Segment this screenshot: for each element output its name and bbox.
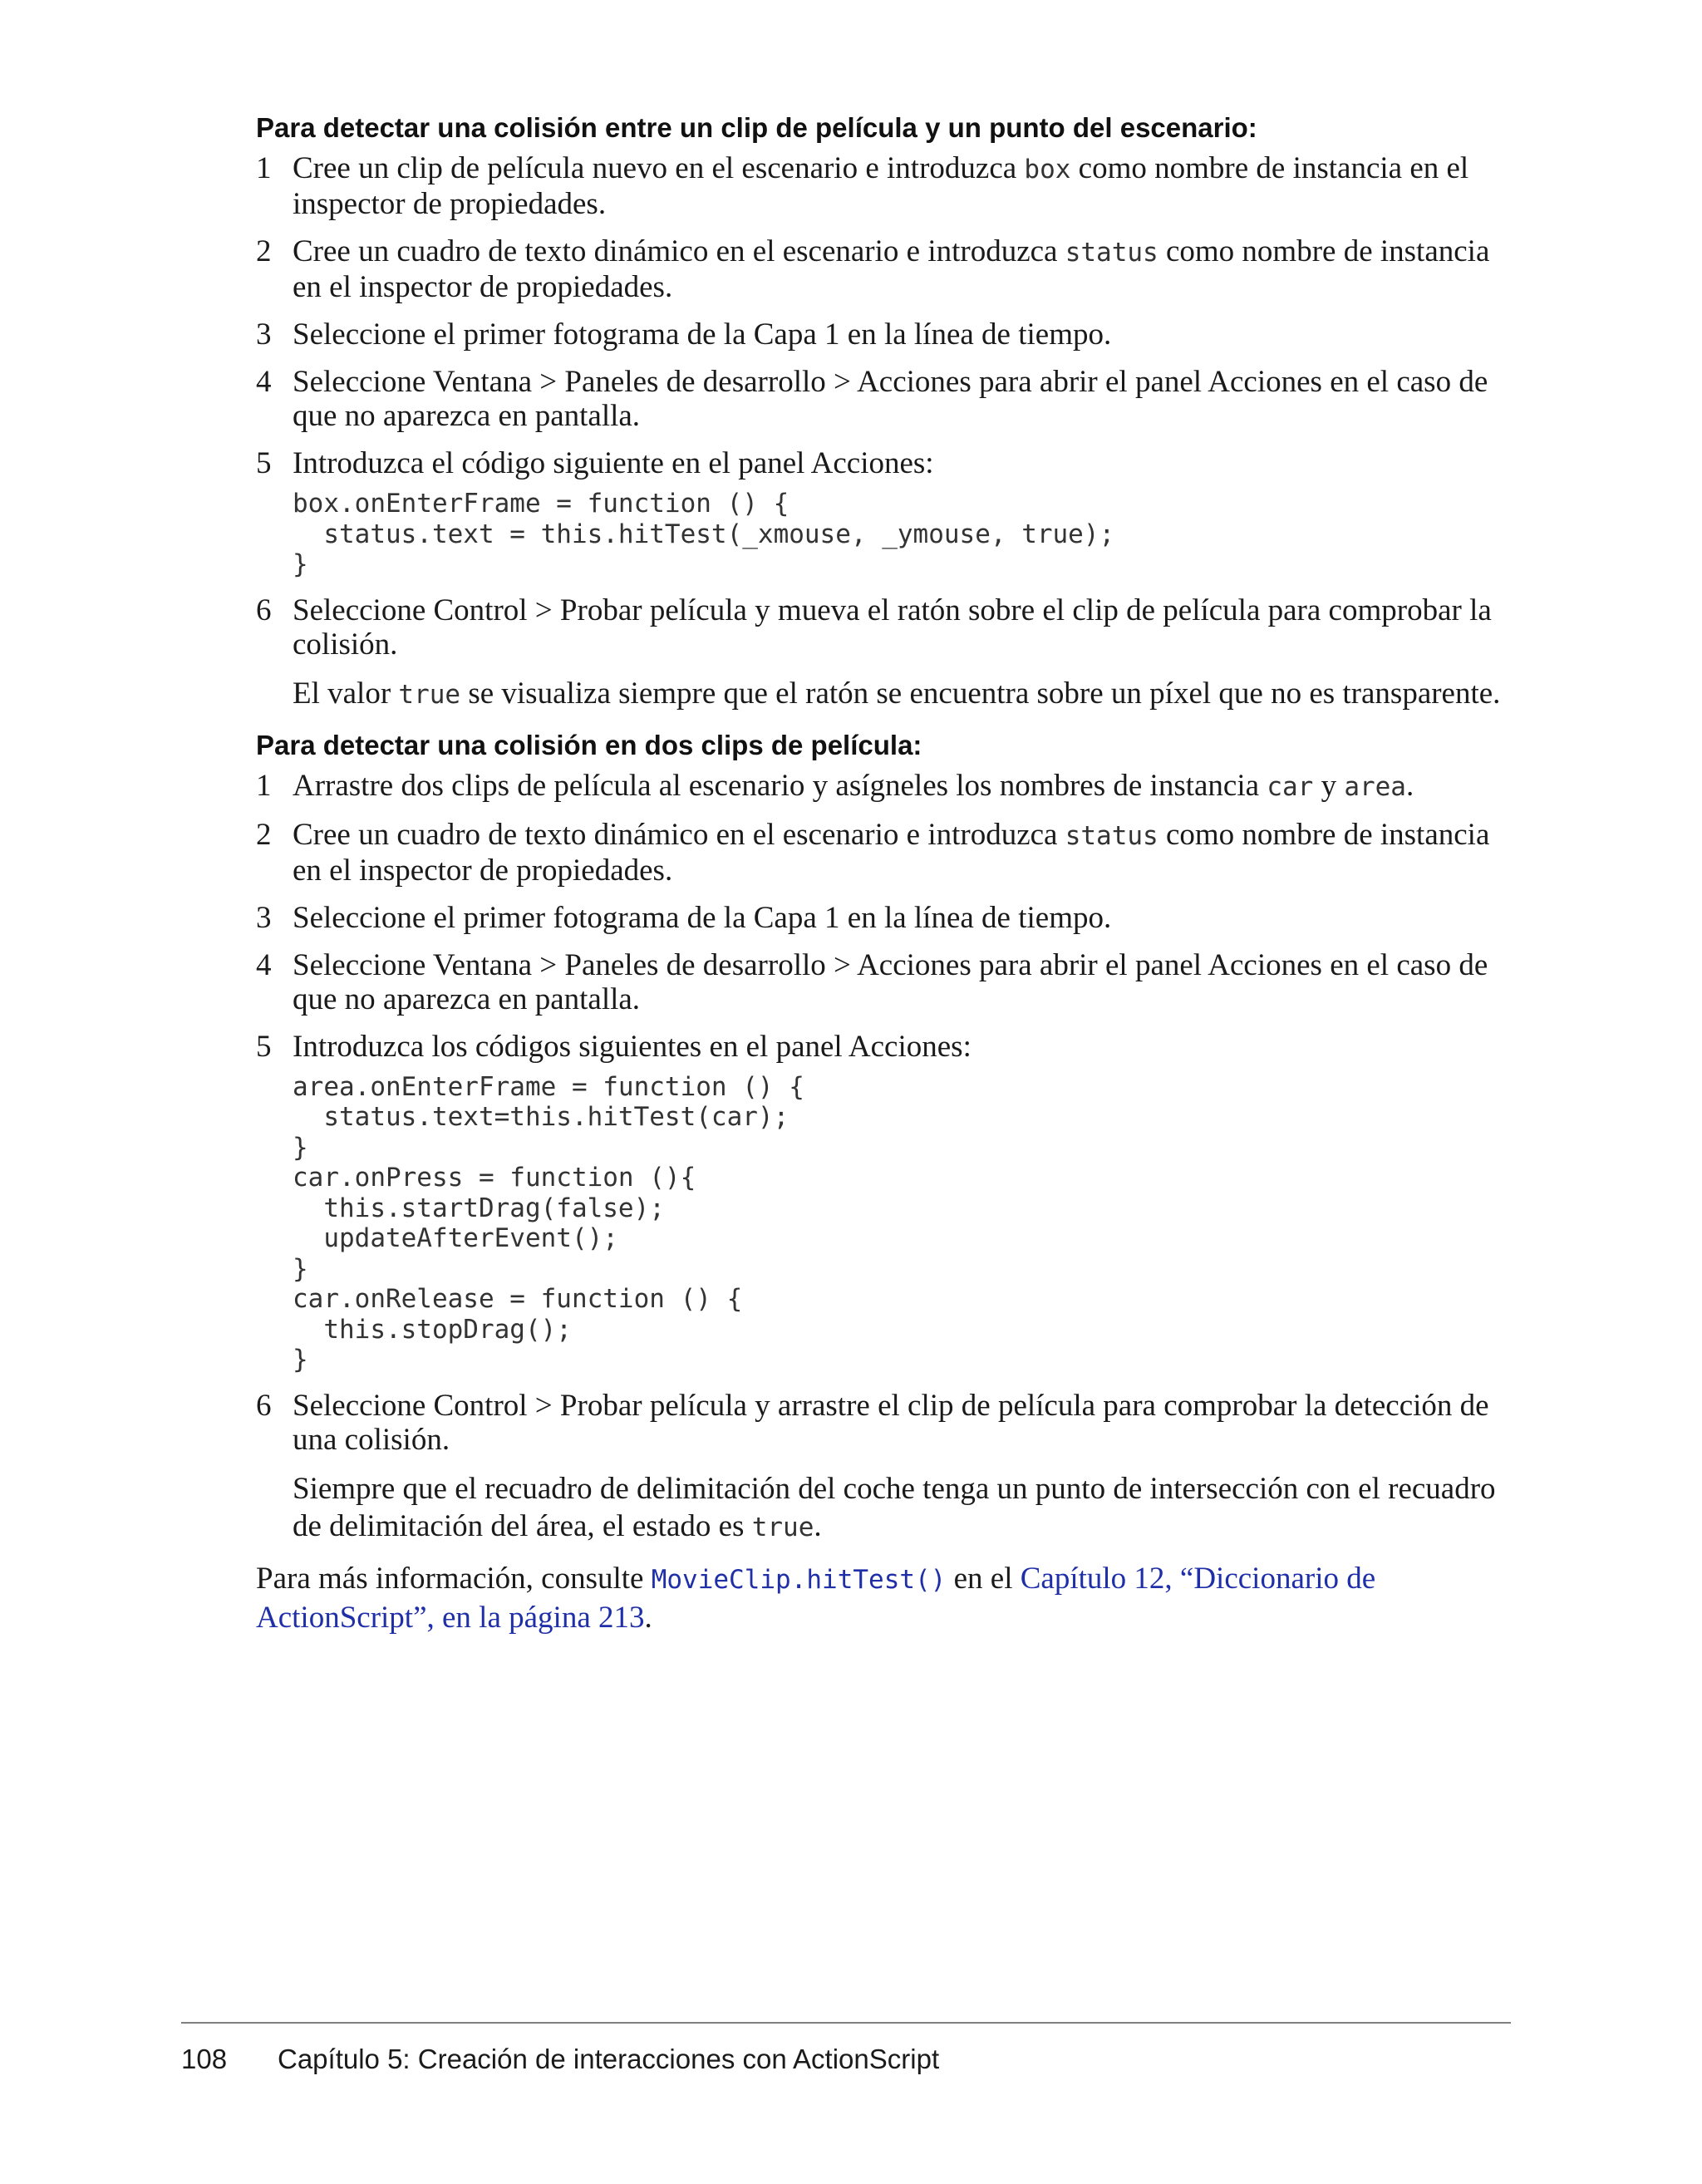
step-text-part: como nombre de instancia en el inspector de propiedades. <box>293 151 1469 221</box>
step-text <box>293 769 1513 804</box>
chapter-title: Capítulo 5: Creación de interacciones con ActionScript <box>278 2044 940 2074</box>
section-2-steps <box>256 769 1513 1547</box>
step-text <box>293 818 1513 888</box>
step-number: 2 <box>256 234 272 268</box>
inline-code: area <box>1344 771 1406 802</box>
section-1-steps <box>256 151 1513 714</box>
step-item <box>256 234 1513 304</box>
step-number: 4 <box>256 365 272 399</box>
step-note <box>293 675 1513 714</box>
inline-code: status <box>1065 820 1158 851</box>
page-number: 108 <box>181 2044 228 2074</box>
step-item <box>256 818 1513 888</box>
step-item <box>256 446 1513 580</box>
note-text-part: . <box>814 1508 822 1543</box>
step-item <box>256 365 1513 433</box>
step-item <box>256 948 1513 1016</box>
step-item <box>256 317 1513 352</box>
note-text-part: Siempre que el recuadro de delimitación del coche tenga un punto de intersección con el recuadro de delimitación del área, el estado es <box>293 1471 1496 1543</box>
step-number: 5 <box>256 446 272 480</box>
step-text: Introduzca los códigos siguientes en el panel Acciones: <box>293 1029 972 1064</box>
closing-text-part: Para más información, consulte <box>256 1561 652 1596</box>
chapter-12-link[interactable]: Capítulo 12, “Diccionario de ActionScript”, en la página 213 <box>256 1561 1376 1635</box>
step-text-part: como nombre de instancia en el inspector de propiedades. <box>293 234 1490 304</box>
step-text-part: como nombre de instancia en el inspector de propiedades. <box>293 817 1490 888</box>
inline-code: status <box>1065 238 1158 268</box>
step-text-part: . <box>1405 768 1414 803</box>
step-text-part: y <box>1313 768 1345 803</box>
step-number: 3 <box>256 900 272 935</box>
step-text: Seleccione el primer fotograma de la Capa 1 en la línea de tiempo. <box>293 900 1112 935</box>
step-text <box>293 151 1513 221</box>
step-text: Seleccione Ventana > Paneles de desarrollo > Acciones para abrir el panel Acciones en el caso de que no aparezca en pantalla. <box>293 947 1488 1016</box>
step-number: 2 <box>256 817 272 852</box>
closing-text-part: . <box>644 1600 652 1635</box>
step-item <box>256 1030 1513 1375</box>
step-number: 6 <box>256 593 272 627</box>
hittest-reference-link[interactable]: MovieClip.hitTest() <box>651 1564 947 1595</box>
step-number: 6 <box>256 1388 272 1423</box>
step-item <box>256 1389 1513 1547</box>
note-text-part: se visualiza siempre que el ratón se encuentra sobre un píxel que no es transparente. <box>460 676 1501 711</box>
step-text-part: Cree un clip de película nuevo en el escenario e introduzca <box>293 151 1025 185</box>
code-block: area.onEnterFrame = function () { status.text=this.hitTest(car); } car.onPress = function (){ this.startDrag(false); updateAfterEvent(); } car.onRelease = function () { this.stopDrag(); } <box>293 1071 804 1375</box>
inline-code: car <box>1267 771 1314 802</box>
step-number: 4 <box>256 947 272 982</box>
step-item <box>256 769 1513 804</box>
step-note <box>293 1470 1513 1547</box>
step-text: Seleccione Control > Probar película y mueva el ratón sobre el clip de película para comprobar la colisión. <box>293 593 1492 662</box>
inline-code: box <box>1024 155 1071 184</box>
step-item <box>256 151 1513 221</box>
more-info-paragraph <box>256 1560 1513 1636</box>
section-2-heading: Para detectar una colisión en dos clips de película: <box>256 729 922 760</box>
inline-code: true <box>751 1512 814 1542</box>
step-number: 1 <box>256 151 272 185</box>
closing-text-part: en el <box>946 1561 1021 1596</box>
step-text-part: Arrastre dos clips de película al escenario y asígneles los nombres de instancia <box>293 768 1267 803</box>
step-text-part: Cree un cuadro de texto dinámico en el escenario e introduzca <box>293 817 1065 852</box>
step-text: Seleccione Ventana > Paneles de desarrollo > Acciones para abrir el panel Acciones en el caso de que no aparezca en pantalla. <box>293 365 1488 433</box>
page-footer <box>181 2043 939 2076</box>
code-block: box.onEnterFrame = function () { status.text = this.hitTest(_xmouse, _ymouse, true); } <box>293 489 1115 579</box>
step-text: Seleccione el primer fotograma de la Capa 1 en la línea de tiempo. <box>293 317 1112 352</box>
step-text <box>293 234 1513 304</box>
step-number: 3 <box>256 317 272 352</box>
inline-code: true <box>398 679 461 710</box>
step-number: 5 <box>256 1029 272 1064</box>
step-text: Seleccione Control > Probar película y arrastre el clip de película para comprobar la detección de una colisión. <box>293 1388 1489 1457</box>
section-1-heading: Para detectar una colisión entre un clip de película y un punto del escenario: <box>256 112 1257 143</box>
footer-divider <box>181 2022 1511 2024</box>
step-text: Introduzca el código siguiente en el panel Acciones: <box>293 446 934 480</box>
step-item <box>256 901 1513 935</box>
note-text-part: El valor <box>293 676 399 711</box>
step-text-part: Cree un cuadro de texto dinámico en el escenario e introduzca <box>293 234 1065 268</box>
main-content <box>256 110 1513 1636</box>
step-number: 1 <box>256 768 272 803</box>
step-item <box>256 593 1513 714</box>
